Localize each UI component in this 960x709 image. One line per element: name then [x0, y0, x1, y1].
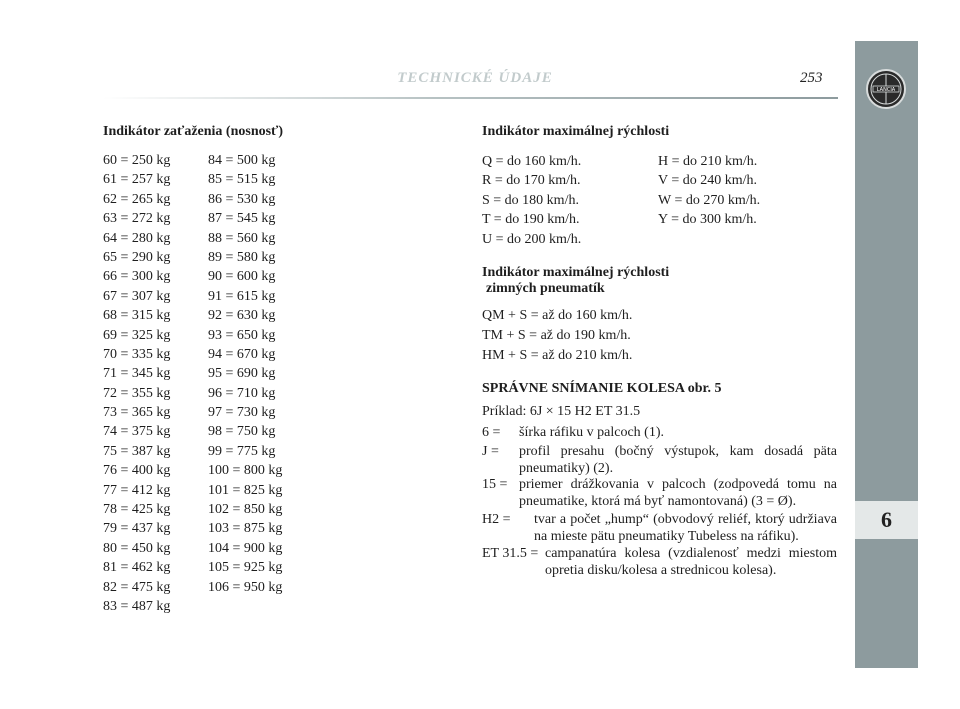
chapter-sidebar — [855, 41, 918, 668]
load-index-entry: 69 = 325 kg — [103, 327, 171, 343]
load-index-entry: 60 = 250 kg — [103, 153, 171, 168]
load-index-entry: 74 = 375 kg — [103, 424, 171, 440]
speed-index-right — [658, 152, 808, 230]
wheel-item-j — [482, 444, 837, 477]
load-index-entry: 101 = 825 kg — [208, 482, 283, 498]
load-index-entry: 77 = 412 kg — [103, 482, 171, 498]
load-index-heading: Indikátor zaťaženia (nosnosť) — [103, 124, 284, 139]
load-index-entry: 92 = 630 kg — [208, 308, 276, 324]
header-rule — [103, 97, 838, 99]
speed-index-entry: U = do 200 km/h. — [482, 231, 582, 247]
speed-index-entry: Y = do 300 km/h. — [658, 212, 757, 228]
wheel-item-6 — [482, 425, 837, 442]
load-index-entry: 62 = 265 kg — [103, 191, 171, 207]
winter-speed-heading: Indikátor maximálnej rýchlosti — [482, 265, 670, 280]
speed-index-entry: R = do 170 km/h. — [482, 173, 581, 189]
load-index-entry: 102 = 850 kg — [208, 502, 283, 518]
wheel-example: Príklad: 6J × 15 H2 ET 31.5 — [482, 404, 641, 419]
lancia-emblem-icon — [868, 71, 904, 107]
load-index-entry: 82 = 475 kg — [103, 579, 171, 595]
load-index-entry: 78 = 425 kg — [103, 502, 171, 518]
wheel-item-key: H2 = — [482, 512, 511, 527]
load-index-entry: 80 = 450 kg — [103, 540, 171, 556]
load-index-entry: 100 = 800 kg — [208, 463, 283, 479]
wheel-item-text: tvar a počet „hump“ (obvodový reliéf, ktorý udržiava na mieste pätu pneumatiky Tubeless na ráfiku). — [534, 512, 837, 544]
load-index-entry: 64 = 280 kg — [103, 230, 171, 246]
load-index-entry: 88 = 560 kg — [208, 230, 276, 246]
load-index-entry: 104 = 900 kg — [208, 540, 283, 556]
wheel-item-text: profil presahu (bočný výstupok, kam dosadá päta pneumatiky) (2). — [519, 444, 837, 476]
load-index-entry: 66 = 300 kg — [103, 269, 171, 285]
winter-speed-line: HM + S = až do 210 km/h. — [482, 348, 633, 363]
load-index-entry: 89 = 580 kg — [208, 249, 276, 265]
load-index-entry: 91 = 615 kg — [208, 288, 276, 304]
svg-text:LANCIA: LANCIA — [876, 87, 896, 93]
speed-index-entry: T = do 190 km/h. — [482, 212, 580, 228]
load-index-entry: 96 = 710 kg — [208, 385, 276, 401]
load-index-entry: 73 = 365 kg — [103, 405, 171, 421]
winter-speed-line: TM + S = až do 190 km/h. — [482, 328, 631, 343]
wheel-item-text: šírka ráfiku v palcoch (1). — [519, 425, 664, 440]
load-index-entry: 70 = 335 kg — [103, 346, 171, 362]
load-index-entry: 76 = 400 kg — [103, 463, 171, 479]
wheel-item-key: 6 = — [482, 425, 501, 440]
load-index-column-1 — [103, 151, 170, 616]
speed-index-entry: W = do 270 km/h. — [658, 192, 761, 208]
load-index-entry: 84 = 500 kg — [208, 153, 276, 168]
load-index-entry: 93 = 650 kg — [208, 327, 276, 343]
wheel-item-key: ET 31.5 = — [482, 546, 539, 561]
chapter-tab: 6 — [855, 501, 918, 539]
speed-index-left — [482, 152, 642, 249]
load-index-entry: 105 = 925 kg — [208, 560, 283, 576]
wheel-heading: SPRÁVNE SNÍMANIE KOLESA obr. 5 — [482, 381, 722, 396]
winter-speed-line: QM + S = až do 160 km/h. — [482, 308, 633, 323]
load-index-entry: 86 = 530 kg — [208, 191, 276, 207]
lancia-logo — [866, 69, 906, 109]
load-index-entry: 99 = 775 kg — [208, 443, 276, 459]
load-index-entry: 103 = 875 kg — [208, 521, 283, 537]
header-title: TECHNICKÉ ÚDAJE — [397, 70, 553, 86]
load-index-entry: 97 = 730 kg — [208, 405, 276, 421]
wheel-item-et — [482, 546, 837, 579]
load-index-entry: 72 = 355 kg — [103, 385, 171, 401]
wheel-item-text: priemer drážkovania v palcoch (zodpovedá tomu na pneumatike, ktorá má byť namontovaná) (3 = Ø). — [519, 477, 837, 509]
wheel-item-key: 15 = — [482, 477, 508, 492]
load-index-entry: 106 = 950 kg — [208, 579, 283, 595]
wheel-item-15 — [482, 477, 837, 510]
load-index-entry: 79 = 437 kg — [103, 521, 171, 537]
load-index-entry: 85 = 515 kg — [208, 172, 276, 188]
load-index-column-2 — [208, 151, 282, 597]
load-index-entry: 61 = 257 kg — [103, 172, 171, 188]
speed-index-entry: V = do 240 km/h. — [658, 173, 758, 189]
load-index-entry: 68 = 315 kg — [103, 308, 171, 324]
load-index-entry: 71 = 345 kg — [103, 366, 171, 382]
load-index-entry: 63 = 272 kg — [103, 211, 171, 227]
load-index-entry: 94 = 670 kg — [208, 346, 276, 362]
load-index-entry: 83 = 487 kg — [103, 598, 171, 614]
wheel-item-text: campanatúra kolesa (vzdialenosť medzi miestom opretia disku/kolesa a strednicou kolesa). — [545, 546, 837, 578]
page-number: 253 — [800, 70, 823, 86]
speed-index-entry: S = do 180 km/h. — [482, 192, 579, 208]
speed-index-entry: H = do 210 km/h. — [658, 154, 758, 169]
load-index-entry: 67 = 307 kg — [103, 288, 171, 304]
load-index-entry: 75 = 387 kg — [103, 443, 171, 459]
wheel-item-key: J = — [482, 444, 499, 459]
load-index-entry: 81 = 462 kg — [103, 560, 171, 576]
load-index-entry: 95 = 690 kg — [208, 366, 276, 382]
load-index-entry: 90 = 600 kg — [208, 269, 276, 285]
load-index-entry: 98 = 750 kg — [208, 424, 276, 440]
winter-speed-subheading: zimných pneumatík — [486, 281, 605, 296]
load-index-entry: 65 = 290 kg — [103, 249, 171, 265]
speed-index-heading: Indikátor maximálnej rýchlosti — [482, 124, 670, 139]
speed-index-entry: Q = do 160 km/h. — [482, 154, 582, 169]
wheel-item-h2 — [482, 512, 837, 545]
load-index-entry: 87 = 545 kg — [208, 211, 276, 227]
